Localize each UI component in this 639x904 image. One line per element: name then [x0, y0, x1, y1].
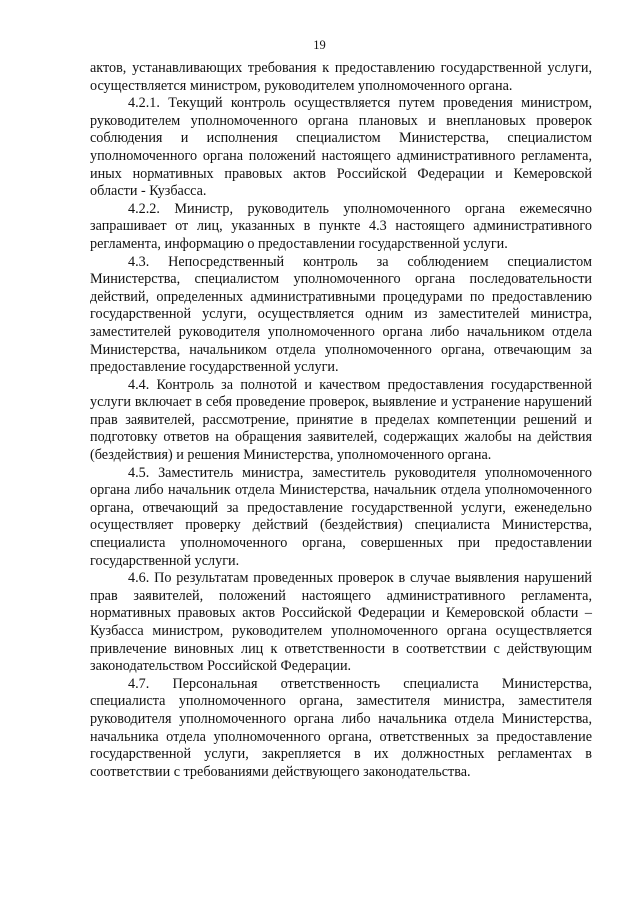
paragraph-continuation: актов, устанавливающих требования к предоставлению государственной услуги, осуществляется министром, руководителем уполномоченного органа.: [90, 60, 592, 94]
paragraph-4-2-2: 4.2.2. Министр, руководитель уполномоченного органа ежемесячно запрашивает от лиц, указанных в пункте 4.3 настоящего административного регламента, информацию о предоставлении государственной услуги.: [90, 200, 592, 252]
page-number: 19: [313, 38, 326, 52]
paragraph-4-3: 4.3. Непосредственный контроль за соблюдением специалистом Министерства, специалистом уполномоченного органа последовательности действий, определенных административными процедурами по предоставлению государственной услуги, осуществляется одним из заместителей министра, заместителей руководителя уполномоченного органа либо начальником отдела Министерства, начальником отдела уполномоченного органа, отвечающим за предоставление государственной услуги.: [90, 253, 592, 376]
document-body: [90, 60, 592, 781]
paragraph-4-4: 4.4. Контроль за полнотой и качеством предоставления государственной услуги включает в себя проведение проверок, выявление и устранение нарушений прав заявителей, рассмотрение, принятие в пределах компетенции решений и подготовку ответов на обращения заявителей, содержащих жалобы на действия (бездействия) и решения Министерства, уполномоченного органа.: [90, 376, 592, 464]
paragraph-4-5: 4.5. Заместитель министра, заместитель руководителя уполномоченного органа либо начальник отдела Министерства, начальник отдела уполномоченного органа, отвечающий за предоставление государственной услуги, еженедельно осуществляет проверку действий (бездействия) специалиста Министерства, специалиста уполномоченного органа, совершенных при предоставлении государственной услуги.: [90, 464, 592, 569]
paragraph-4-7: 4.7. Персональная ответственность специалиста Министерства, специалиста уполномоченного органа, заместителя министра, заместителя руководителя уполномоченного органа либо начальника отдела Министерства, начальника отдела уполномоченного органа, ответственных за предоставление государственной услуги, закрепляется в их должностных регламентах в соответствии с требованиями действующего законодательства.: [90, 675, 592, 780]
paragraph-4-6: 4.6. По результатам проведенных проверок в случае выявления нарушений прав заявителей, положений настоящего административного регламента, нормативных правовых актов Российской Федерации и Кемеровской области – Кузбасса министром, руководителем уполномоченного органа осуществляется привлечение виновных лиц к ответственности в соответствии с действующим законодательством Российской Федерации.: [90, 570, 592, 675]
paragraph-4-2-1: 4.2.1. Текущий контроль осуществляется путем проведения министром, руководителем уполномоченного органа плановых и внеплановых проверок соблюдения и исполнения специалистом Министерства, специалистом уполномоченного органа положений настоящего административного регламента, иных нормативных правовых актов Российской Федерации и Кемеровской области - Кузбасса.: [90, 95, 592, 200]
